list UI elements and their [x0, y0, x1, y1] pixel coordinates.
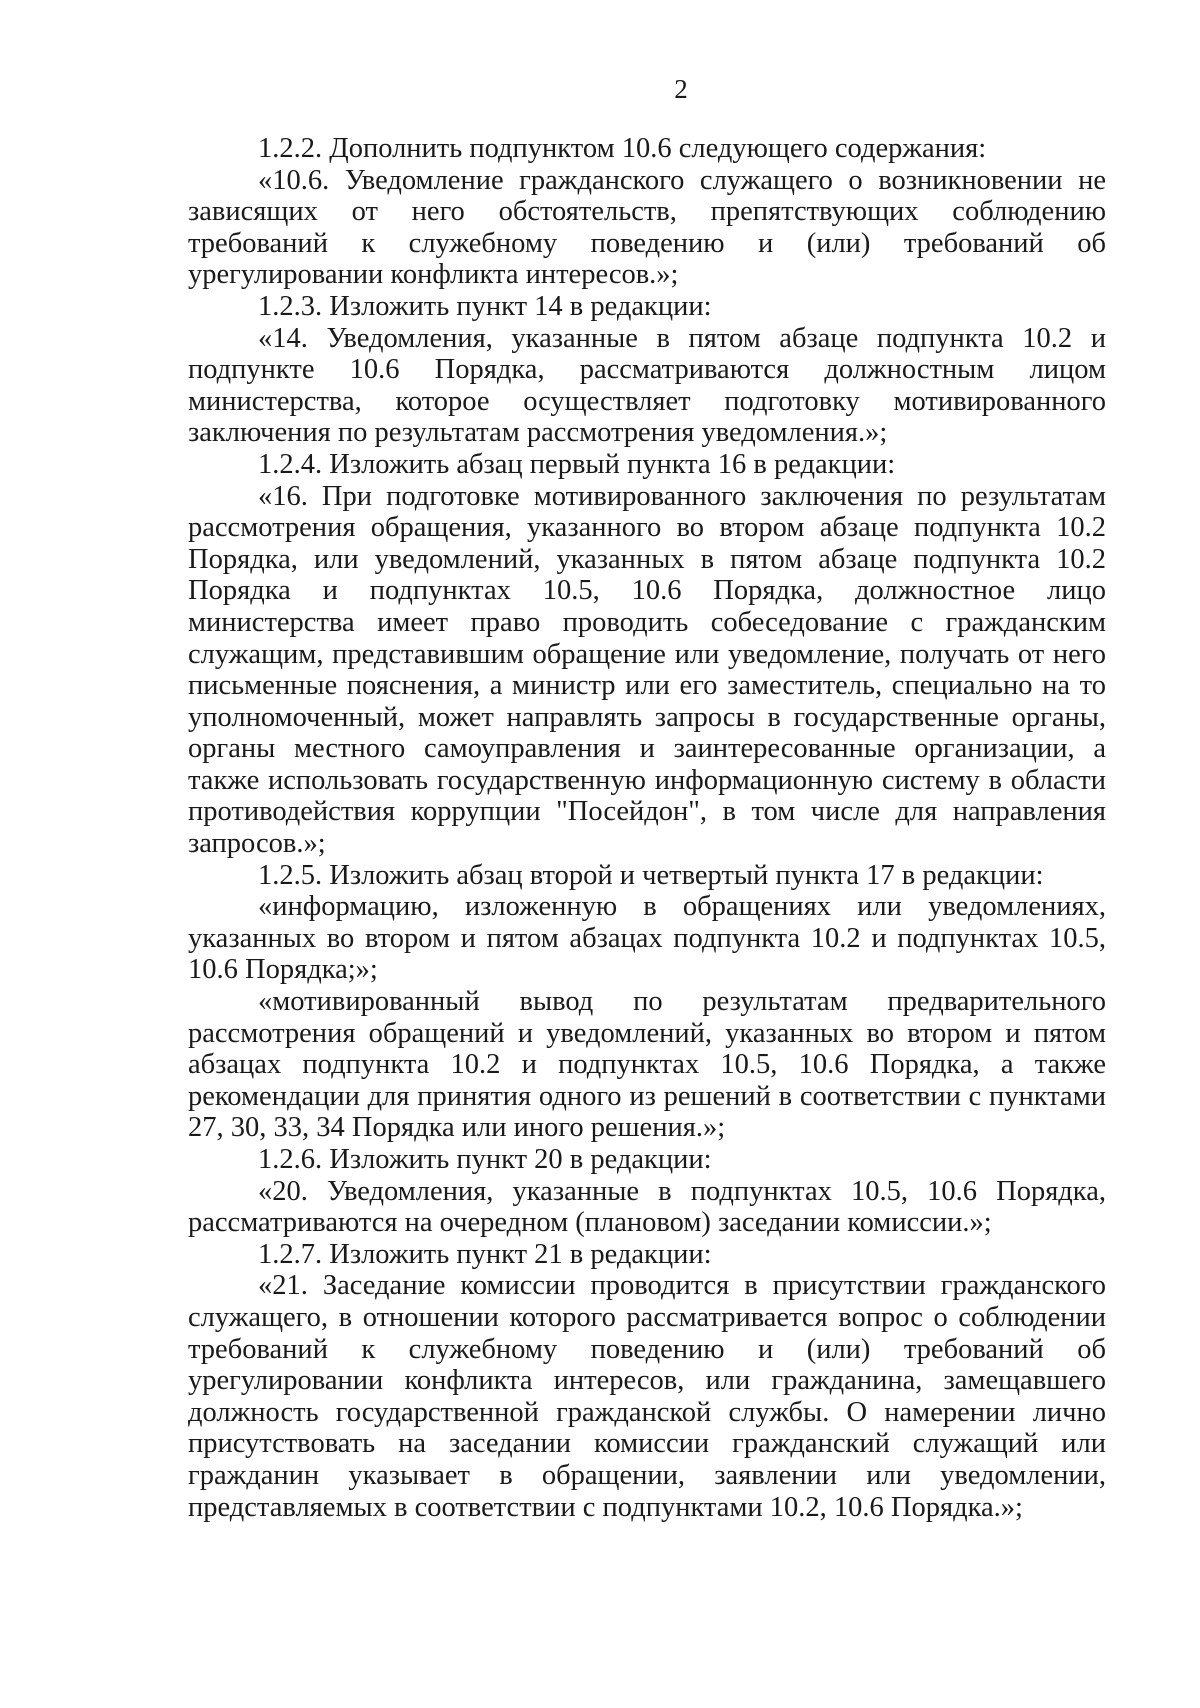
clause-text-20: «20. Уведомления, указанные в подпунктах 10.5, 10.6 Порядка, рассматриваются на очередном (плановом) заседании комиссии.»; — [188, 1175, 1106, 1239]
clause-text-17-fourth-paragraph: «мотивированный вывод по результатам предварительного рассмотрения обращений и уведомлений, указанных во втором и пятом абзацах подпункта 10.2 и подпунктах 10.5, 10.6 Порядка, а также рекомендации для принятия одного из решений в соответствии с пунктами 27, 30, 33, 34 Порядка или иного решения.»; — [188, 986, 1106, 1144]
clause-heading-1-2-6: 1.2.6. Изложить пункт 20 в редакции: — [258, 1144, 712, 1175]
clause-heading-1-2-2: 1.2.2. Дополнить подпунктом 10.6 следующего содержания: — [258, 133, 987, 164]
document-body — [188, 133, 1106, 1523]
clause-heading-1-2-4: 1.2.4. Изложить абзац первый пункта 16 в редакции: — [258, 448, 896, 480]
clause-text-17-second-paragraph: «информацию, изложенную в обращениях или уведомлениях, указанных во втором и пятом абзацах подпункта 10.2 и подпунктах 10.5, 10.6 Порядка;»; — [188, 891, 1106, 986]
clause-heading-1-2-3: 1.2.3. Изложить пункт 14 в редакции: — [258, 290, 712, 322]
clause-text-16: «16. При подготовке мотивированного заключения по результатам рассмотрения обращения, указанного во втором абзаце подпункта 10.2 Порядка, или уведомлений, указанных в пятом абзаце подпункта 10.2 Порядка и подпунктах 10.5, 10.6 Порядка, должностное лицо министерства имеет право проводить собеседование с гражданским служащим, представившим обращение или уведомление, получать от него письменные пояснения, а министр или его заместитель, специально на то уполномоченный, может направлять запросы в государственные органы, органы местного самоуправления и заинтересованные организации, а также использовать государственную информационную систему в области противодействия коррупции "Посейдон", в том числе для направления запросов.»; — [188, 480, 1106, 860]
clause-heading-1-2-7: 1.2.7. Изложить пункт 21 в редакции: — [258, 1238, 712, 1270]
clause-text-21: «21. Заседание комиссии проводится в присутствии гражданского служащего, в отношении которого рассматривается вопрос о соблюдении требований к служебному поведению и (или) требований об урегулировании конфликта интересов, или гражданина, замещавшего должность государственной гражданской службы. О намерении лично присутствовать на заседании комиссии гражданский служащий или гражданин указывает в обращении, заявлении или уведомлении, представляемых в соответствии с подпунктами 10.2, 10.6 Порядка.»; — [188, 1270, 1106, 1523]
page-number: 2 — [674, 74, 688, 104]
clause-heading-1-2-5: 1.2.5. Изложить абзац второй и четвертый пункта 17 в редакции: — [258, 859, 1044, 891]
clause-text-10-6: «10.6. Уведомление гражданского служащего о возникновении не зависящих от него обстоятельств, препятствующих соблюдению требований к служебному поведению и (или) требований об урегулировании конфликта интересов.»; — [188, 164, 1106, 291]
clause-text-14: «14. Уведомления, указанные в пятом абзаце подпункта 10.2 и подпункте 10.6 Порядка, рассматриваются должностным лицом министерства, которое осуществляет подготовку мотивированного заключения по результатам рассмотрения уведомления.»; — [188, 322, 1106, 449]
